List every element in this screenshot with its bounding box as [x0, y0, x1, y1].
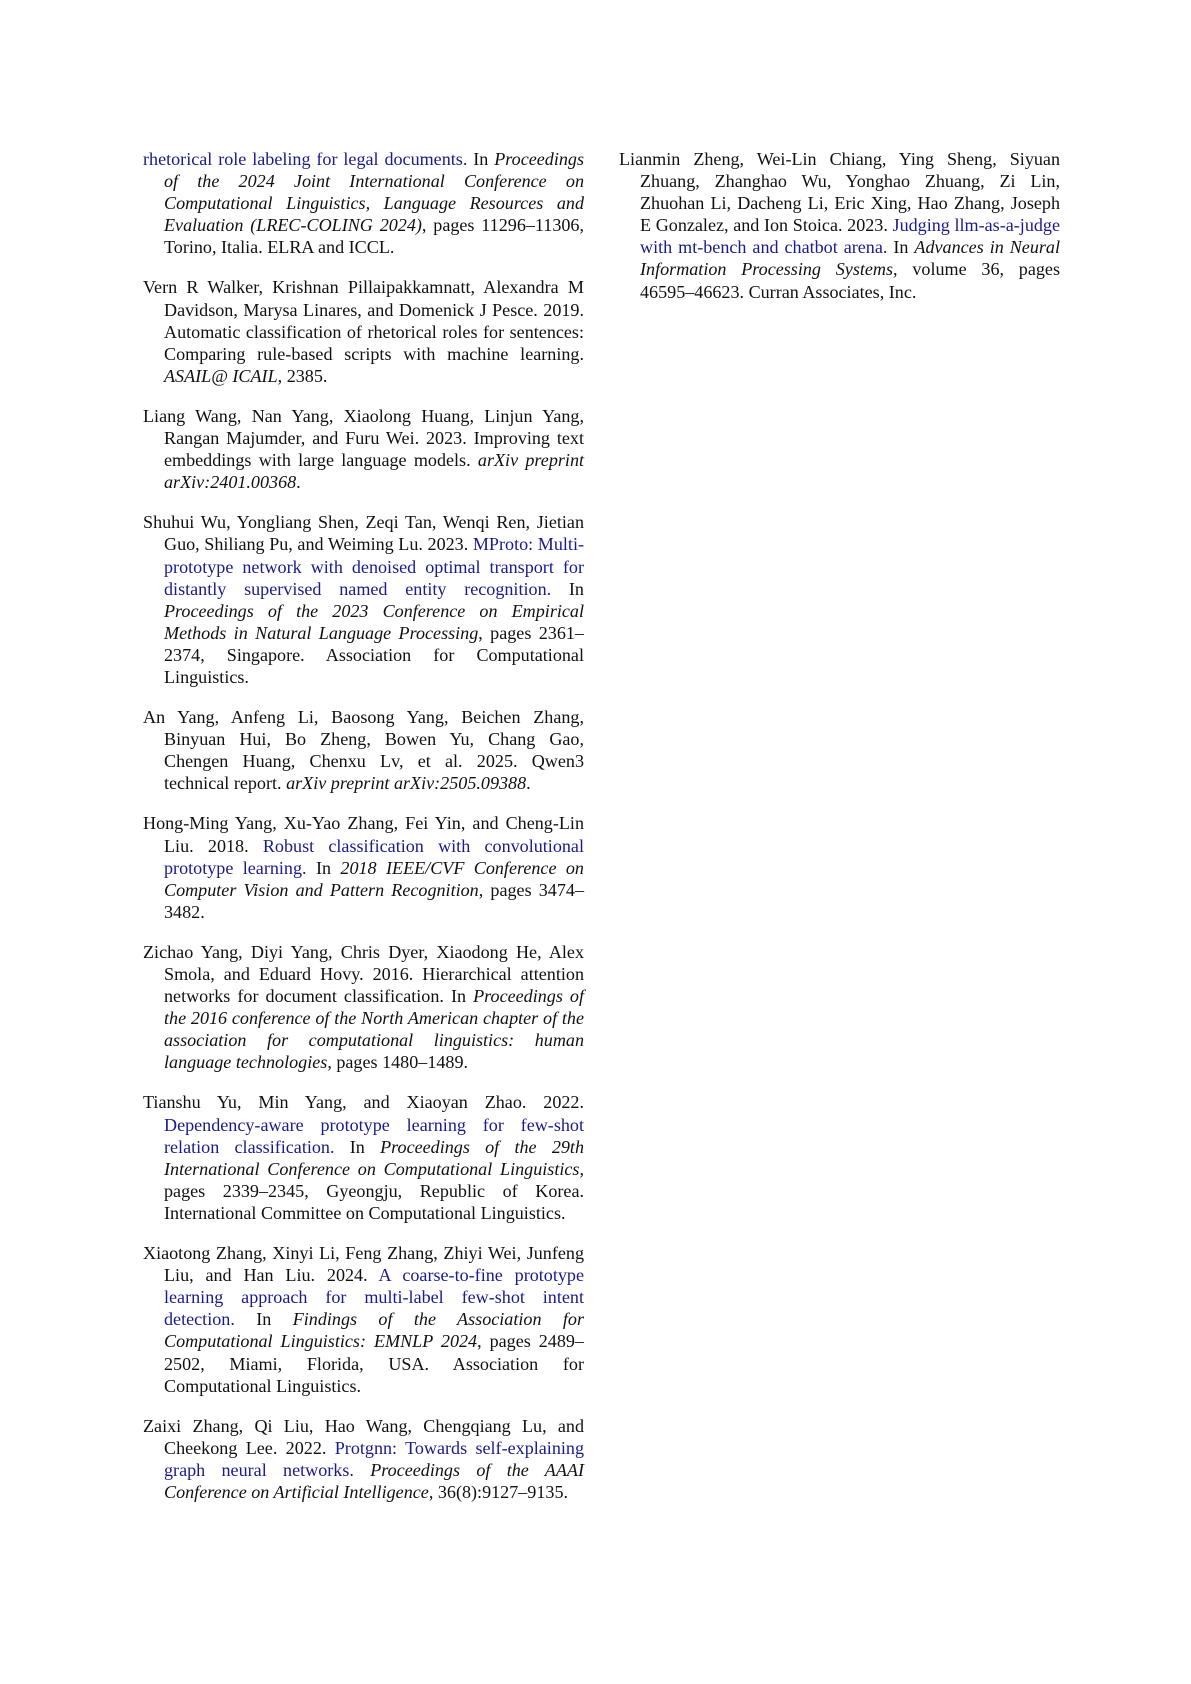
reference-connector: In [887, 237, 915, 258]
reference-entry [143, 1242, 584, 1397]
reference-title-link[interactable]: A coarse-to-fine prototype learning approach for multi-label few-shot intent detection. [164, 1265, 584, 1330]
reference-title-link[interactable]: Judging llm-as-a-judge with mt-bench and chatbot arena. [640, 215, 1060, 258]
reference-authors-text: An Yang, Anfeng Li, Baosong Yang, Beichen Zhang, Binyuan Hui, Bo Zheng, Bowen Yu, Chang Gao, Chengen Huang, Chenxu Lv, et al. 2025. Qwen3 technical report. [143, 707, 584, 794]
reference-authors-text: Shuhui Wu, Yongliang Shen, Zeqi Tan, Wenqi Ren, Jietian Guo, Shiliang Pu, and Weiming Lu. 2023. [143, 512, 584, 555]
reference-connector: In [467, 149, 495, 169]
reference-entry [143, 1091, 584, 1224]
reference-details: . [296, 472, 301, 493]
reference-venue: 2018 IEEE/CVF Conference on Computer Vision and Pattern Recognition [164, 857, 584, 900]
reference-details: , 36(8):9127–9135. [428, 1481, 569, 1502]
reference-details: , pages 11296–11306, Torino, Italia. ELRA and ICCL. [164, 215, 584, 258]
reference-details: , volume 36, pages 46595–46623. Curran Associates, Inc. [640, 259, 1061, 302]
reference-entry [143, 148, 584, 258]
reference-entry [143, 706, 584, 794]
reference-authors-text: Tianshu Yu, Min Yang, and Xiaoyan Zhao. 2022. [143, 1092, 584, 1113]
reference-connector: In [306, 857, 341, 878]
reference-entry [143, 1415, 584, 1503]
reference-authors-text: Vern R Walker, Krishnan Pillaipakkamnatt, Alexandra M Davidson, Marysa Linares, and Domenick J Pesce. 2019. Automatic classification of rhetorical roles for sentences: Comparing rule-based scripts with machine learning. [143, 277, 584, 364]
reference-title-link[interactable]: Protgnn: Towards self-explaining graph neural networks. [164, 1437, 584, 1480]
reference-entry [143, 276, 584, 386]
reference-title-link[interactable]: MProto: Multi-prototype network with denoised optimal transport for distantly supervised named entity recognition. [164, 534, 585, 599]
reference-venue: Proceedings of the AAAI Conference on Artificial Intelligence [164, 1459, 584, 1502]
reference-details: , pages 2339–2345, Gyeongju, Republic of Korea. International Committee on Computational Linguistics. [164, 1158, 584, 1223]
reference-venue: Proceedings of the 2016 conference of the North American chapter of the association for computational linguistics: human language technologies [164, 986, 585, 1073]
reference-title-link[interactable]: rhetorical role labeling for legal documents. [143, 149, 468, 169]
reference-connector: In [234, 1309, 293, 1330]
reference-authors-text: Zaixi Zhang, Qi Liu, Hao Wang, Chengqiang Lu, and Cheekong Lee. 2022. [143, 1415, 584, 1458]
reference-authors-text: Zichao Yang, Diyi Yang, Chris Dyer, Xiaodong He, Alex Smola, and Eduard Hovy. 2016. Hierarchical attention networks for document classification. In [143, 941, 584, 1007]
reference-title-link[interactable]: Robust classification with convolutional prototype learning. [164, 835, 584, 878]
reference-connector: In [334, 1136, 381, 1157]
reference-details: , pages 1480–1489. [327, 1052, 469, 1073]
reference-authors-text: Lianmin Zheng, Wei-Lin Chiang, Ying Sheng, Siyuan Zhuang, Zhanghao Wu, Yonghao Zhuang, Zi Lin, Zhuohan Li, Dacheng Li, Eric Xing, Hao Zhang, Joseph E Gonzalez, and Ion Stoica. 2023. [619, 149, 1060, 236]
reference-connector [354, 1460, 370, 1480]
reference-venue: Advances in Neural Information Processing Systems [640, 237, 1060, 280]
reference-venue: arXiv preprint arXiv:2401.00368 [164, 450, 585, 493]
reference-authors-text: Xiaotong Zhang, Xinyi Li, Feng Zhang, Zhiyi Wei, Junfeng Liu, and Han Liu. 2024. [143, 1243, 584, 1286]
reference-authors-text: Liang Wang, Nan Yang, Xiaolong Huang, Linjun Yang, Rangan Majumder, and Furu Wei. 2023. Improving text embeddings with large language models. [143, 405, 584, 471]
reference-venue: Proceedings of the 2023 Conference on Empirical Methods in Natural Language Processing [164, 600, 584, 643]
reference-venue: arXiv preprint arXiv:2505.09388 [286, 773, 527, 794]
reference-details: , pages 2489–2502, Miami, Florida, USA. Association for Computational Linguistics. [164, 1331, 584, 1396]
reference-venue: Findings of the Association for Computational Linguistics: EMNLP 2024 [164, 1309, 584, 1352]
reference-venue: Proceedings of the 2024 Joint International Conference on Computational Linguistics, Language Resources and Evaluation (LREC-COLING 2024) [164, 149, 584, 236]
reference-venue: ASAIL@ ICAIL [164, 365, 278, 386]
reference-authors-text: Hong-Ming Yang, Xu-Yao Zhang, Fei Yin, and Cheng-Lin Liu. 2018. [143, 813, 584, 856]
references-column-left [143, 148, 584, 1521]
reference-details: , 2385. [277, 365, 328, 386]
reference-entry [143, 812, 584, 922]
reference-details: , pages 3474–3482. [164, 879, 584, 922]
reference-details: , pages 2361–2374, Singapore. Association for Computational Linguistics. [164, 622, 584, 687]
reference-entry [143, 405, 584, 493]
reference-venue: Proceedings of the 29th International Conference on Computational Linguistics [164, 1136, 584, 1179]
reference-connector: In [551, 578, 584, 599]
reference-entry [143, 511, 584, 688]
reference-title-link[interactable]: Dependency-aware prototype learning for few-shot relation classification. [164, 1114, 584, 1157]
reference-entry [619, 148, 1060, 303]
references-column-right [619, 148, 1060, 321]
reference-details: . [526, 773, 531, 794]
reference-entry [143, 941, 584, 1074]
